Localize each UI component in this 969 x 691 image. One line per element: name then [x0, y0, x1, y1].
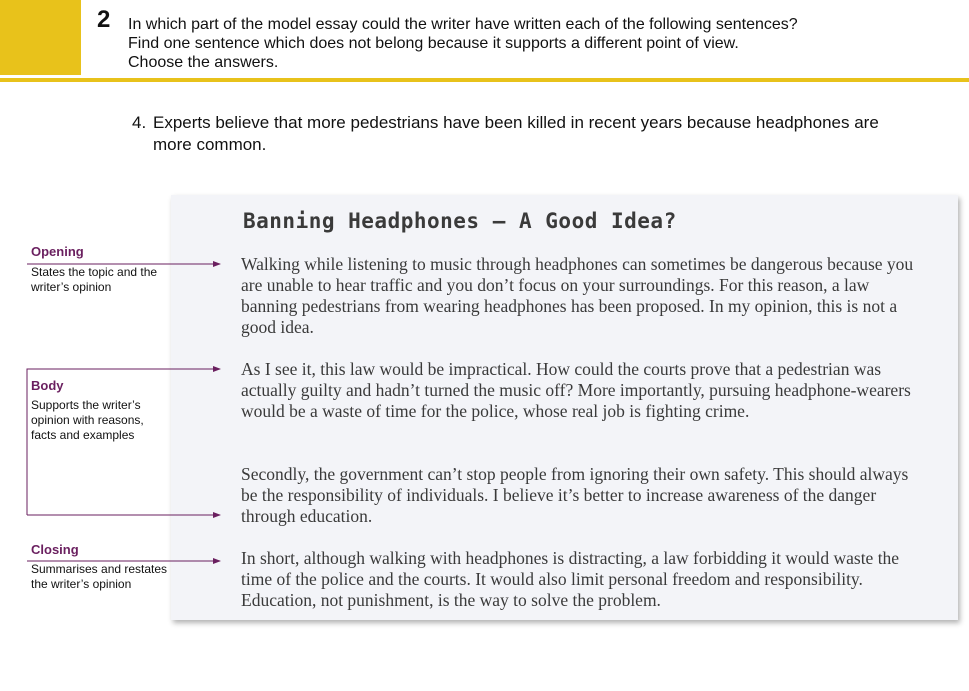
essay-title: Banning Headphones – A Good Idea? — [243, 209, 677, 233]
instruction-line: Find one sentence which does not belong because it supports a different point of view. — [128, 35, 739, 52]
task-number: 2 — [97, 6, 111, 33]
essay-paragraph-body-2: Secondly, the government can’t stop people from ignoring their own safety. This should always be the responsibility of individuals. I believe it’s better to increase awareness of the danger through education. — [241, 464, 909, 526]
annotation-body-heading: Body — [31, 378, 64, 393]
essay-paragraph-body-1: As I see it, this law would be impractical. How could the courts prove that a pedestrian was actually guilty and hadn’t turned the music off? More importantly, pursuing headphone-wearers would be a waste of time for the police, whose real job is fighting crime. — [241, 359, 911, 421]
annotation-closing-heading: Closing — [31, 542, 79, 557]
annotation-closing-description: Summarises and restates the writer’s opinion — [31, 562, 168, 591]
essay-paragraph-opening: Walking while listening to music through headphones can sometimes be dangerous because you are unable to hear traffic and you don’t focus on your surroundings. For this reason, a law banning pedestrians from wearing headphones has been proposed. In my opinion, this is not a good idea. — [241, 254, 914, 337]
instruction-line: In which part of the model essay could the writer have written each of the following sentences? — [128, 16, 798, 33]
annotation-body-description: Supports the writer’s opinion with reasons, facts and examples — [31, 398, 144, 442]
annotation-opening-description: States the topic and the writer’s opinion — [31, 265, 158, 294]
essay-paragraph-closing: In short, although walking with headphones is distracting, a law forbidding it would waste the time of the police and the courts. It would also limit personal freedom and responsibility. Education, not punishment, is the way to solve the problem. — [241, 548, 900, 610]
instruction-line: Choose the answers. — [128, 54, 279, 71]
question-text: Experts believe that more pedestrians have been killed in recent years because headphones are more common. — [153, 113, 879, 154]
question-number: 4. — [132, 113, 147, 132]
annotation-opening-heading: Opening — [31, 244, 84, 259]
